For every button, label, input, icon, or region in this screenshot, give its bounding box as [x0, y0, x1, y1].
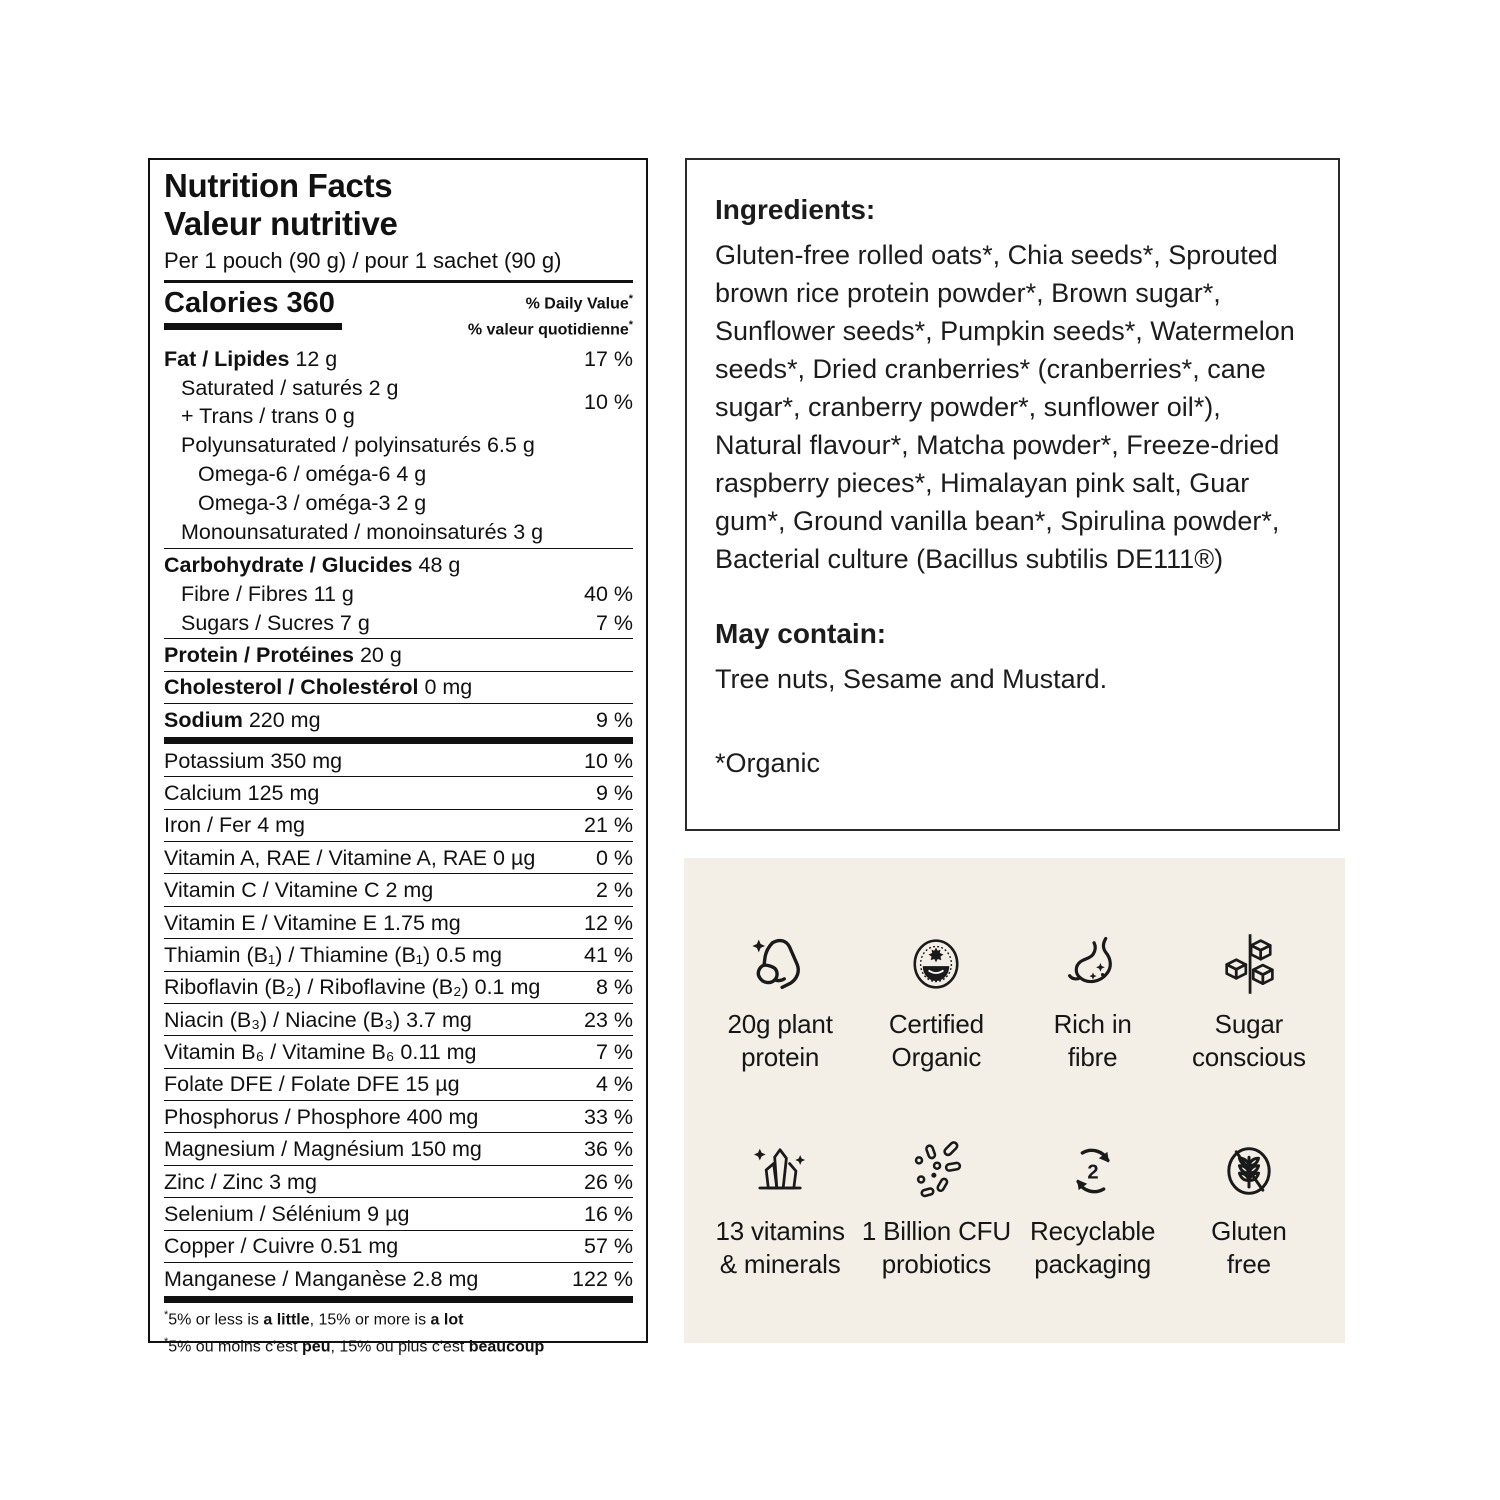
feature-label: 1 Billion CFU probiotics — [861, 1216, 1011, 1280]
feature-label: Sugar conscious — [1191, 1008, 1306, 1072]
footnote-fr: *5% ou moins c'est peu, 15% ou plus c'est beaucoup — [164, 1336, 545, 1356]
row-divider — [164, 938, 633, 939]
nutrient-name: Fat / Lipides 12 g — [164, 347, 338, 372]
row-divider — [164, 841, 633, 842]
stomach-icon — [1059, 930, 1127, 998]
row-divider — [164, 703, 633, 704]
flexed-arm-icon — [746, 930, 814, 998]
serving-size: Per 1 pouch (90 g) / pour 1 sachet (90 g) — [164, 248, 562, 273]
feature-item — [858, 898, 1014, 1106]
nutrient-name: Omega-3 / oméga-3 2 g — [198, 491, 427, 516]
nutrient-row — [164, 640, 633, 669]
organic-note: *Organic — [715, 748, 821, 778]
row-divider — [164, 1165, 633, 1166]
svg-text:2: 2 — [1087, 1161, 1099, 1184]
row-divider — [164, 1035, 633, 1036]
nutrient-row — [164, 1232, 633, 1261]
row-divider — [164, 1100, 633, 1101]
row-divider — [164, 1003, 633, 1004]
nutrient-name: Fibre / Fibres 11 g — [181, 581, 354, 606]
nutrient-name: Sugars / Sucres 7 g — [181, 610, 370, 635]
nutrient-name: Vitamin A, RAE / Vitamine A, RAE 0 µg — [164, 845, 536, 870]
nutrient-row — [164, 876, 633, 905]
daily-value-percent: 41 % — [583, 942, 633, 967]
row-divider — [164, 1068, 633, 1069]
nutrient-row — [164, 1199, 633, 1228]
nutrient-name: Copper / Cuivre 0.51 mg — [164, 1234, 399, 1259]
nutrient-row — [164, 608, 633, 637]
daily-value-percent: 7 % — [595, 1040, 633, 1065]
probiotics-icon — [902, 1137, 970, 1205]
daily-value-percent: 10 % — [583, 748, 633, 773]
daily-value-percent: 9 % — [595, 781, 633, 806]
nutrient-row — [164, 908, 633, 937]
nutrient-name: Cholesterol / Cholestérol 0 mg — [164, 675, 473, 700]
nutrient-name: Phosphorus / Phosphore 400 mg — [164, 1104, 479, 1129]
nutrient-row — [164, 746, 633, 775]
row-divider — [164, 776, 633, 777]
nutrient-row — [164, 973, 633, 1002]
nutrient-name: Selenium / Sélénium 9 µg — [164, 1201, 410, 1226]
nutrition-facts-panel — [148, 158, 648, 1356]
feature-item — [858, 1106, 1014, 1314]
certified-organic-seal-icon — [902, 930, 970, 998]
ingredients-panel — [685, 158, 1340, 831]
nutrient-name: Iron / Fer 4 mg — [164, 813, 305, 838]
daily-value-percent: 33 % — [583, 1104, 633, 1129]
calories — [164, 287, 342, 330]
sugar-cubes-icon — [1215, 930, 1283, 998]
daily-value-percent: 2 % — [595, 878, 633, 903]
nutrient-row — [164, 673, 633, 702]
row-divider — [164, 1132, 633, 1133]
daily-value-percent: 0 % — [595, 845, 633, 870]
nutrient-name: Polyunsaturated / polyinsaturés 6.5 g — [181, 433, 535, 458]
row-divider — [164, 737, 633, 744]
row-divider — [164, 1230, 633, 1231]
nutrient-row — [164, 705, 633, 734]
feature-label: 20g plant protein — [727, 1008, 833, 1072]
ingredients-body: Gluten-free rolled oats*, Chia seeds*, Sprouted brown rice protein powder*, Brown sugar*, Sunflower seeds*, Pumpkin seeds*, Watermelon seeds*, Dried cranberries* (cranberries*, cane sugar*, cranberry powder*, sunflower oil*), Natural flavour*, Matcha powder*, Freeze-dried raspberry pieces*, Himalayan pink salt, Guar gum*, Ground vanilla bean*, Spirulina powder*, Bacterial culture (Bacillus subtilis DE111®) — [715, 240, 1295, 574]
nutrient-row — [164, 431, 633, 460]
row-divider — [164, 906, 633, 907]
nutrient-row — [164, 1038, 633, 1067]
row-divider — [164, 1262, 633, 1263]
nutrient-row — [164, 1070, 633, 1099]
nutrient-name: Vitamin E / Vitamine E 1.75 mg — [164, 910, 461, 935]
daily-value-percent: 10 % — [583, 390, 633, 415]
daily-value-percent: 26 % — [583, 1169, 633, 1194]
divider — [164, 1296, 633, 1303]
nutrient-row — [164, 550, 633, 579]
nutrient-name: Omega-6 / oméga-6 4 g — [198, 462, 427, 487]
calories-row — [164, 287, 633, 341]
features-panel — [684, 858, 1345, 1343]
gluten-free-icon — [1215, 1137, 1283, 1205]
feature-item — [702, 1106, 858, 1314]
nutrient-name: Vitamin B₆ / Vitamine B₆ 0.11 mg — [164, 1040, 477, 1065]
nutrient-name: Saturated / saturés 2 g + Trans / trans 0 g — [181, 376, 399, 429]
nutrient-name: Folate DFE / Folate DFE 15 µg — [164, 1072, 460, 1097]
daily-value-percent: 122 % — [572, 1266, 633, 1291]
calories-underbar — [164, 323, 342, 330]
daily-value-percent: 23 % — [583, 1007, 633, 1032]
crystals-icon — [746, 1137, 814, 1205]
feature-item — [702, 898, 858, 1106]
nutrient-row — [164, 1264, 633, 1293]
nutrient-row — [164, 1005, 633, 1034]
nutrient-name: Monounsaturated / monoinsaturés 3 g — [181, 520, 544, 545]
recycle-icon — [1059, 1137, 1127, 1205]
feature-item — [1015, 898, 1171, 1106]
nutrient-row — [164, 843, 633, 872]
daily-value-percent: 8 % — [595, 975, 633, 1000]
daily-value-percent: 12 % — [583, 910, 633, 935]
nutrient-row — [164, 1135, 633, 1164]
nutrient-name: Thiamin (B₁) / Thiamine (B₁) 0.5 mg — [164, 942, 502, 967]
daily-value-percent: 9 % — [595, 707, 633, 732]
feature-label: Recyclable packaging — [1030, 1216, 1156, 1280]
nutrient-row — [164, 779, 633, 808]
feature-label: Rich in fibre — [1053, 1008, 1132, 1072]
daily-value-percent: 7 % — [595, 610, 633, 635]
feature-item — [1015, 1106, 1171, 1314]
nutrient-row — [164, 811, 633, 840]
row-divider — [164, 809, 633, 810]
row-divider — [164, 638, 633, 639]
feature-label: Certified Organic — [888, 1008, 984, 1072]
row-divider — [164, 873, 633, 874]
nutrient-name: Carbohydrate / Glucides 48 g — [164, 552, 461, 577]
feature-item — [1171, 1106, 1327, 1314]
feature-label: 13 vitamins & minerals — [715, 1216, 845, 1280]
nutrient-row — [164, 579, 633, 608]
nutrient-row — [164, 460, 633, 489]
nutrient-row — [164, 489, 633, 518]
nutrient-rows — [164, 345, 633, 1294]
footnote-en: *5% or less is a little, 15% or more is a lot — [164, 1309, 464, 1329]
feature-item — [1171, 898, 1327, 1106]
nutrient-row — [164, 518, 633, 547]
daily-value-percent: 57 % — [583, 1234, 633, 1259]
may-contain-heading: May contain: — [715, 618, 887, 649]
nutrition-title-fr: Valeur nutritive — [164, 205, 398, 242]
feature-label: Gluten free — [1211, 1216, 1287, 1280]
nutrient-name: Sodium 220 mg — [164, 707, 321, 732]
nutrient-name: Niacin (B₃) / Niacine (B₃) 3.7 mg — [164, 1007, 472, 1032]
calories-label: Calories — [164, 287, 279, 319]
nutrient-row — [164, 1167, 633, 1196]
row-divider — [164, 1197, 633, 1198]
nutrient-name: Magnesium / Magnésium 150 mg — [164, 1137, 482, 1162]
nutrition-title-en: Nutrition Facts — [164, 167, 393, 204]
nutrient-row — [164, 1102, 633, 1131]
nutrient-name: Zinc / Zinc 3 mg — [164, 1169, 317, 1194]
daily-value-percent: 17 % — [583, 347, 633, 372]
nutrient-row — [164, 940, 633, 969]
daily-value-percent: 36 % — [583, 1137, 633, 1162]
row-divider — [164, 671, 633, 672]
daily-value-header: % Daily Value* % valeur quotidienne* — [467, 293, 633, 339]
row-divider — [164, 971, 633, 972]
nutrient-name: Protein / Protéines 20 g — [164, 642, 402, 667]
nutrient-name: Potassium 350 mg — [164, 748, 343, 773]
daily-value-percent: 16 % — [583, 1201, 633, 1226]
ingredients-heading: Ingredients: — [715, 194, 876, 225]
nutrient-name: Vitamin C / Vitamine C 2 mg — [164, 878, 434, 903]
divider — [164, 280, 633, 283]
features-grid — [684, 858, 1345, 1343]
daily-value-percent: 40 % — [583, 581, 633, 606]
nutrient-name: Riboflavin (B₂) / Riboflavine (B₂) 0.1 mg — [164, 975, 541, 1000]
daily-value-percent: 21 % — [583, 813, 633, 838]
calories-value: 360 — [286, 287, 335, 319]
daily-value-percent: 4 % — [595, 1072, 633, 1097]
nutrient-row — [164, 374, 633, 431]
nutrient-name: Calcium 125 mg — [164, 781, 320, 806]
row-divider — [164, 548, 633, 549]
nutrient-name: Manganese / Manganèse 2.8 mg — [164, 1266, 479, 1291]
may-contain-body: Tree nuts, Sesame and Mustard. — [715, 664, 1108, 694]
nutrient-row — [164, 345, 633, 374]
